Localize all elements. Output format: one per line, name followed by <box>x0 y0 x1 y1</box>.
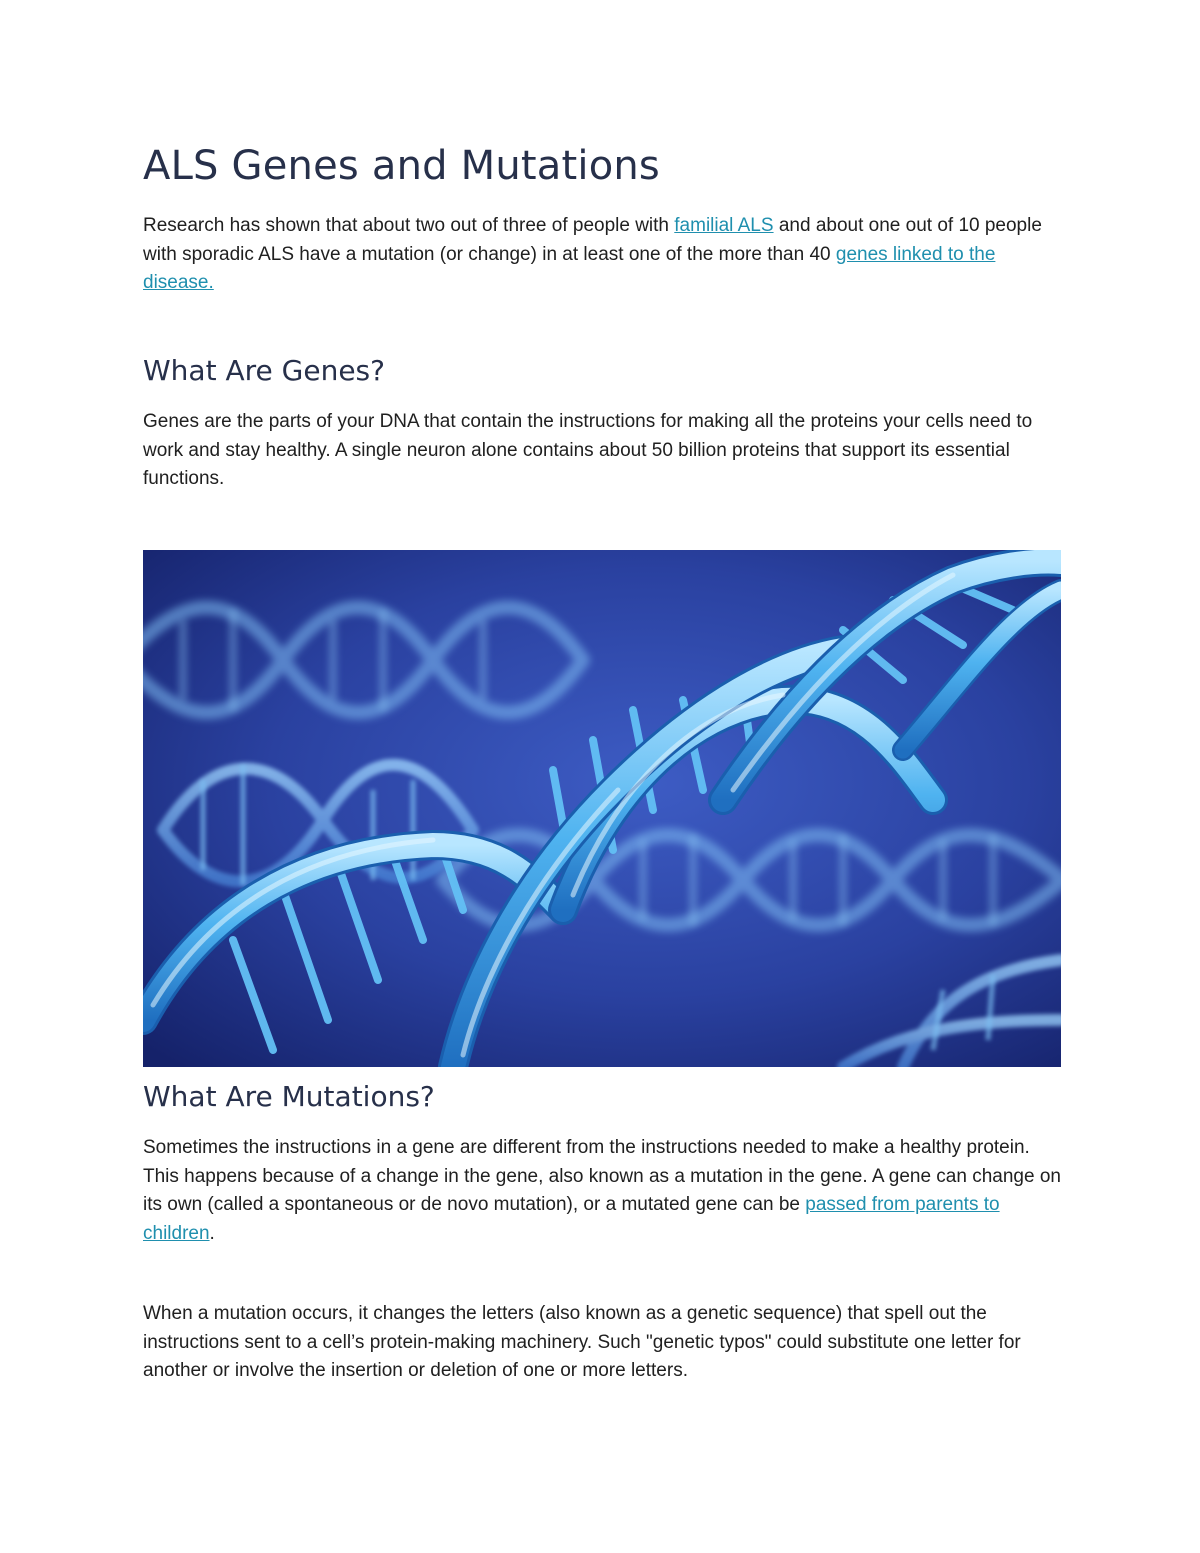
genetic-sequence-paragraph: When a mutation occurs, it changes the letters (also known as a genetic sequence) that spell out the instructions sent to a cell’s protein-making machinery. Such "genetic typos" could substitute one letter for another or involve the insertion or deletion of one or more letters. <box>143 1303 1021 1381</box>
mutations-paragraph <box>143 1134 1063 1248</box>
passed-from-parents-link[interactable]: passed from parents to children <box>143 1194 1000 1244</box>
intro-text-start: Research has shown that about two out of three of people with <box>143 215 675 236</box>
intro-text-middle: and about one out of 10 people with sporadic ALS have a mutation (or change) in at least one of the more than 40 <box>143 215 1042 265</box>
genes-heading: What Are Genes? <box>143 354 385 387</box>
mutations-text-start: Sometimes the instructions in a gene are different from the instructions needed to make a healthy protein. This happens because of a change in the gene, also known as a mutation in the gene. A gene can change on its own (called a spontaneous or de novo mutation), or a mutated gene can be <box>143 1137 1061 1215</box>
dna-helix-image <box>143 550 1061 1067</box>
genes-paragraph: Genes are the parts of your DNA that contain the instructions for making all the proteins your cells need to work and stay healthy. A single neuron alone contains about 50 billion proteins that support its essential functions. <box>143 411 1033 489</box>
page-title: ALS Genes and Mutations <box>143 143 660 189</box>
mutations-text-end: . <box>209 1222 215 1244</box>
mutations-heading: What Are Mutations? <box>143 1080 435 1113</box>
familial-als-link[interactable]: familial ALS <box>674 215 774 236</box>
intro-paragraph <box>143 212 1063 298</box>
genes-linked-link[interactable]: genes linked to the disease. <box>143 243 996 293</box>
